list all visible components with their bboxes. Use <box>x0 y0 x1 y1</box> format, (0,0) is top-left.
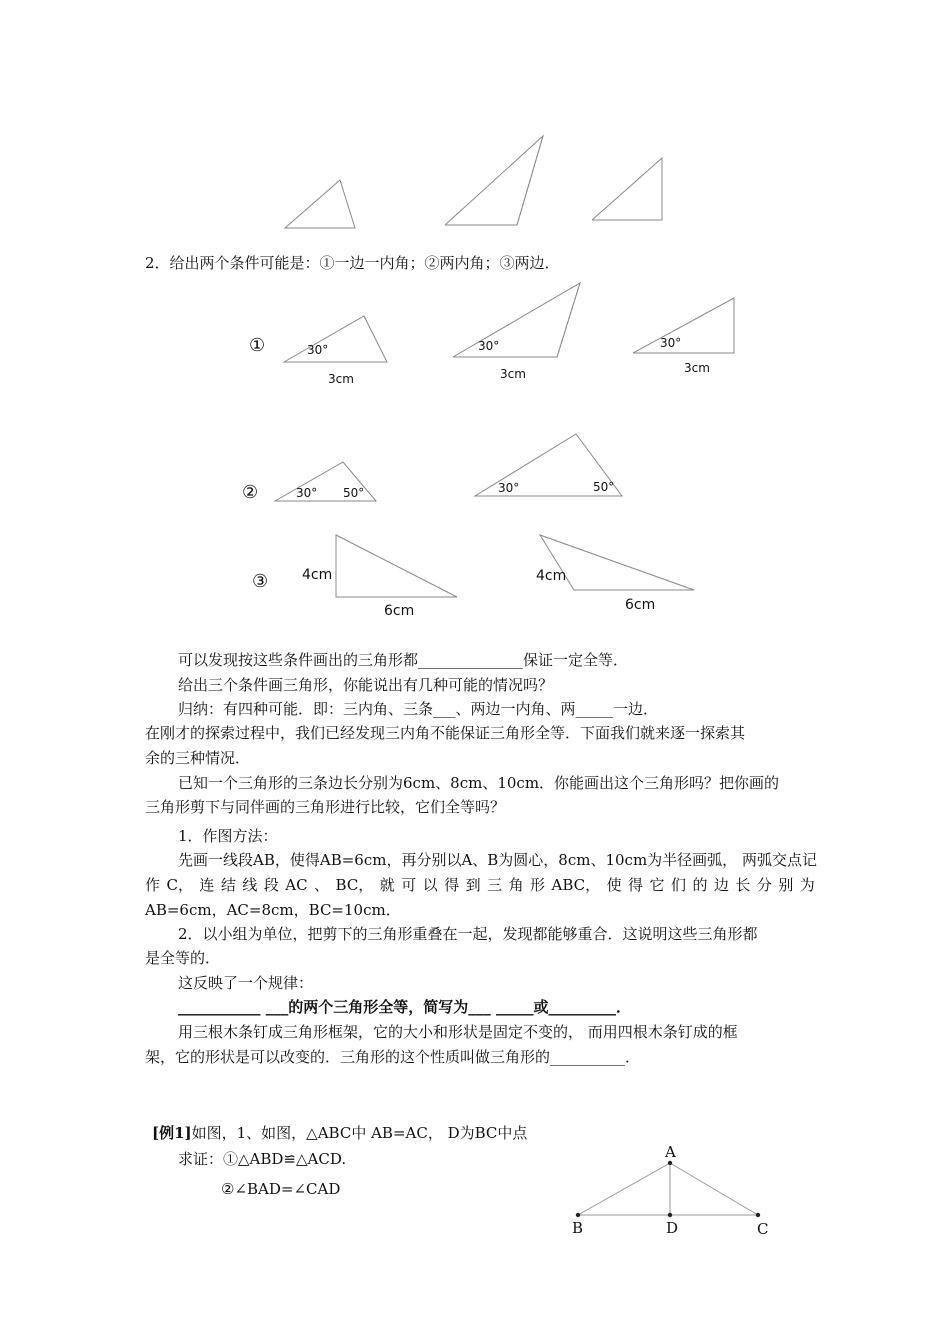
case3-side-b-1: 6cm <box>384 603 415 619</box>
point-c-label: C <box>757 1220 769 1238</box>
case2-angle-b-2: 50° <box>593 480 615 494</box>
case1-angle-label-2: 30° <box>478 339 500 353</box>
paragraph-sides-line1: 已知一个三角形的三条边长分别为6cm、8cm、10cm．你能画出这个三角形吗？把你画的 <box>178 774 780 792</box>
method-title: 1．作图方法： <box>178 827 278 845</box>
law-intro: 这反映了一个规律： <box>178 974 314 992</box>
case3-marker: ③ <box>252 571 269 592</box>
paragraph-summary: 归纳：有四种可能．即：三内角、三条___、两边一内角、两_____一边． <box>178 700 659 718</box>
case1-marker: ① <box>249 335 266 356</box>
paragraph-question: 给出三个条件画三角形，你能说出有几种可能的情况吗？ <box>178 676 554 694</box>
rigidity-line1: 用三根木条钉成三角形框架，它的大小和形状是固定不变的， 而用四根木条钉成的框 <box>178 1023 738 1041</box>
paragraph-conclusion: 可以发现按这些条件画出的三角形都______________保证一定全等． <box>178 651 629 669</box>
case1-angle-label-3: 30° <box>660 336 682 350</box>
rigidity-line2: 架，它的形状是可以改变的．三角形的这个性质叫做三角形的__________． <box>145 1048 641 1066</box>
point-a-label: A <box>665 1143 676 1161</box>
section2-intro: 2．给出两个条件可能是：①一边一内角；②两内角；③两边． <box>145 254 560 272</box>
step2-line1: 2．以小组为单位，把剪下的三角形重叠在一起，发现都能够重合．这说明这些三角形都 <box>178 925 758 943</box>
case1-side-label-1: 3cm <box>328 372 354 386</box>
case1-side-label-3: 3cm <box>684 361 710 375</box>
paragraph-sides-line2: 三角形剪下与同伴画的三角形进行比较，它们全等吗？ <box>145 798 506 816</box>
example-tag: [例1] <box>152 1124 192 1142</box>
step2-line2: 是全等的． <box>145 949 221 967</box>
method-line3: AB=6cm，AC=8cm，BC=10cm． <box>145 901 401 919</box>
point-b-label: B <box>572 1219 584 1237</box>
example-title: 如图，1、如图，△ABC中 AB=AC， D为BC中点 <box>191 1124 528 1142</box>
case2-angle-a-2: 30° <box>498 481 520 495</box>
case1-angle-label-1: 30° <box>307 343 329 357</box>
paragraph-explore-line2: 余的三种情况． <box>145 749 251 767</box>
case1-side-label-2: 3cm <box>500 367 526 381</box>
point-d-label: D <box>666 1219 679 1237</box>
case3-side-a-1: 4cm <box>302 567 333 583</box>
method-line1: 先画一线段AB，使得AB=6cm，再分别以A、B为圆心，8cm、10cm为半径画弧， 两弧交点记 <box>178 851 817 869</box>
case3-side-a-2: 4cm <box>536 568 567 584</box>
prove-line2: ②∠BAD=∠CAD <box>221 1180 341 1198</box>
method-line2: 作 C， 连 结 线 段 AC 、 BC， 就 可 以 得 到 三 角 形 ABC， 使 得 它 们 的 边 长 分 别 为 <box>145 876 815 894</box>
case2-angle-a-1: 30° <box>296 486 318 500</box>
prove-line1: 求证：①△ABD≌△ACD. <box>178 1150 347 1168</box>
paragraph-explore-line1: 在刚才的探索过程中，我们已经发现三内角不能保证三角形全等．下面我们就来逐一探索其 <box>145 724 746 742</box>
law-statement: ___________ ___的两个三角形全等，简写为___ _____或_________． <box>178 998 631 1016</box>
case2-marker: ② <box>242 482 259 503</box>
case3-side-b-2: 6cm <box>625 597 656 613</box>
case2-angle-b-1: 50° <box>343 486 365 500</box>
